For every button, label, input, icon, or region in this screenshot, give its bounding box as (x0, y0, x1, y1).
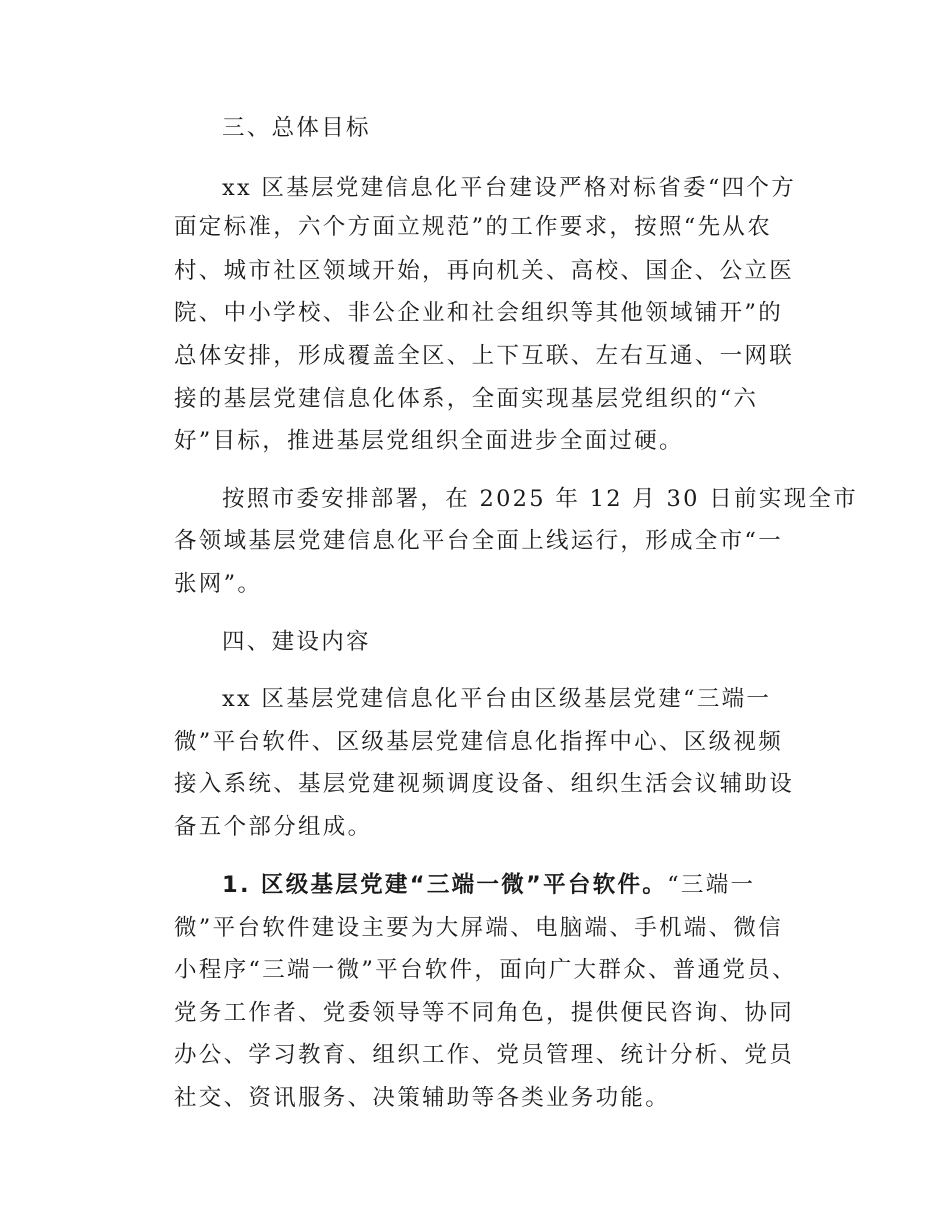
paragraph-line: 办公、学习教育、组织工作、党员管理、统计分析、党员 (174, 1042, 795, 1068)
paragraph-first-line (222, 870, 755, 900)
paragraph-line: 社交、资讯服务、决策辅助等各类业务功能。 (174, 1085, 671, 1111)
section-heading: 四、建设内容 (222, 629, 371, 655)
paragraph-line: xx 区基层党建信息化平台建设严格对标省委“四个方 (222, 175, 797, 201)
paragraph-line: 院、中小学校、非公企业和社会组织等其他领域铺开”的 (174, 300, 784, 326)
paragraph-line-rest: “三端一 (667, 872, 756, 898)
paragraph-line: 张网”。 (174, 571, 263, 597)
paragraph-line: 备五个部分组成。 (174, 814, 373, 840)
paragraph-line: 微”平台软件建设主要为大屏端、电脑端、手机端、微信 (174, 915, 784, 941)
paragraph-line: 按照市委安排部署，在 2025 年 12 月 30 日前实现全市 (222, 486, 859, 512)
paragraph-line: 接的基层党建信息化体系，全面实现基层党组织的“六 (174, 386, 759, 412)
paragraph-line: xx 区基层党建信息化平台由区级基层党建“三端一 (222, 686, 772, 712)
paragraph-line: 面定标准，六个方面立规范”的工作要求，按照“先从农 (174, 214, 773, 240)
paragraph-line: 各领域基层党建信息化平台全面上线运行，形成全市“一 (174, 528, 784, 554)
paragraph-line: 村、城市社区领域开始，再向机关、高校、国企、公立医 (174, 258, 795, 284)
paragraph-line: 接入系统、基层党建视频调度设备、组织生活会议辅助设 (174, 771, 795, 797)
section-heading: 三、总体目标 (222, 115, 371, 141)
paragraph-line: 小程序“三端一微”平台软件，面向广大群众、普通党员、 (174, 957, 797, 983)
paragraph-line: 微”平台软件、区级基层党建信息化指挥中心、区级视频 (174, 729, 784, 755)
bold-lead-text: 1. 区级基层党建“三端一微”平台软件。 (222, 872, 668, 898)
paragraph-line: 总体安排，形成覆盖全区、上下互联、左右互通、一网联 (174, 343, 795, 369)
paragraph-line: 好”目标，推进基层党组织全面进步全面过硬。 (174, 428, 684, 454)
paragraph-line: 党务工作者、党委领导等不同角色，提供便民咨询、协同 (174, 1000, 795, 1026)
